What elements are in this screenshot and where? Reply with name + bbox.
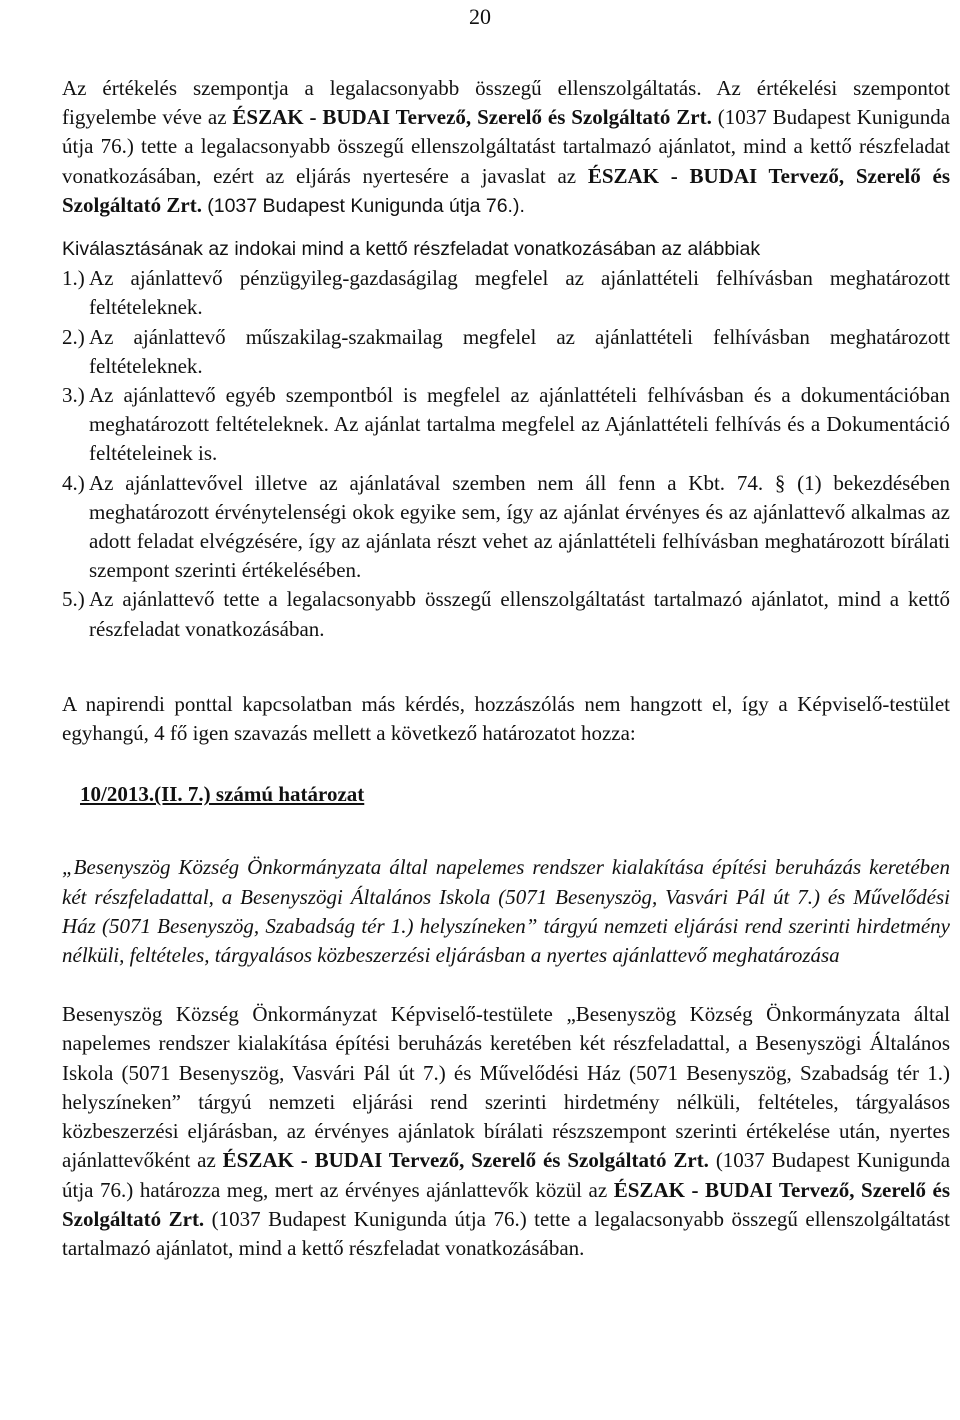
decision-body	[62, 1000, 950, 1263]
reason-number: 2.)	[62, 324, 85, 349]
decision-title: 10/2013.(II. 7.) számú határozat	[80, 782, 365, 807]
reasons-heading: Kiválasztásának az indokai mind a kettő részfeladat vonatkozásában az alábbiak	[62, 238, 761, 261]
evaluation-paragraph	[62, 74, 950, 221]
decision-subject: „Besenyszög Község Önkormányzata által napelemes rendszer kialakítása építési beruházás keretében két részfeladattal, a Besenyszögi Általános Iskola (5071 Besenyszög, Vasvári Pál út 7.) és Művelődési Ház (5071 Besenyszög, Szabadság tér 1.) helyszíneken” tárgyú nemzeti eljárási rend szerinti hirdetmény nélküli, feltételes, tárgyalásos közbeszerzési eljárásban a nyertes ajánlattevő meghatározása	[62, 855, 950, 968]
reason-item	[62, 381, 950, 469]
reasons-section	[62, 235, 950, 644]
winner-company-name: ÉSZAK - BUDAI Tervező, Szerelő és Szolgáltató Zrt.	[232, 105, 712, 130]
reason-number: 1.)	[62, 266, 85, 291]
reason-number: 4.)	[62, 470, 85, 495]
reason-text: Az ajánlattevővel illetve az ajánlatával szemben nem áll fenn a Kbt. 74. § (1) bekezdésében meghatározott érvénytelenségi okok egyike sem, így az ajánlat érvényes és az ajánlattevő alkalmas az adott feladat elvégzésére, így az ajánlata részt vehet az ajánlattételi felhívásban meghatározott bírálati szempont szerinti értékelésében.	[89, 470, 950, 583]
decision-winner-name: ÉSZAK - BUDAI Tervező, Szerelő és Szolgáltató Zrt.	[222, 1148, 709, 1173]
decision-body-text-a: Besenyszög Község Önkormányzat Képviselő-testülete „Besenyszög Község Önkormányzata által napelemes rendszer kialakítása építési beruházás keretében két részfeladattal, a Besenyszögi Általános Iskola (5071 Besenyszög, Vasvári Pál út 7.) és Művelődési Ház (5071 Besenyszög, Szabadság tér 1.) helyszíneken” tárgyú nemzeti eljárási rend szerinti hirdetmény nélküli, feltételes, tárgyalásos közbeszerzési eljárásban, az érvényes ajánlatok bírálati részszempont szerinti értékelése után, nyertes ajánlattevőként az	[62, 1002, 950, 1173]
decision-body-text-b: (1037 Budapest Kunigunda útja 76.) határozza meg, mert az érvényes ajánlattevők közül az	[62, 1148, 951, 1202]
reason-item	[62, 585, 950, 643]
winner-company-name-2: ÉSZAK - BUDAI Tervező, Szerelő és Szolgáltató Zrt.	[62, 163, 950, 217]
spacer	[62, 644, 950, 690]
reason-text: Az ajánlattevő tette a legalacsonyabb összegű ellenszolgáltatást tartalmazó ajánlatot, mind a kettő részfeladat vonatkozásában.	[89, 587, 950, 641]
reason-text: Az ajánlattevő egyéb szempontból is megfelel az ajánlattételi felhívásban és a dokumentációban meghatározott feltételeknek. Az ajánlat tartalma megfelel az Ajánlattételi felhívás és a Dokumentáció feltételeinek is.	[89, 383, 950, 466]
reason-text: Az ajánlattevő műszakilag-szakmailag megfelel az ajánlattételi felhívásban meghatározott feltételeknek.	[89, 324, 950, 378]
reasons-list	[62, 264, 950, 644]
page-number: 20	[469, 4, 491, 29]
reason-number: 3.)	[62, 383, 85, 408]
reason-item	[62, 469, 950, 586]
decision-winner-name-2: ÉSZAK - BUDAI Tervező, Szerelő és Szolgáltató Zrt.	[62, 1177, 951, 1231]
document-body	[62, 74, 950, 1263]
reason-item	[62, 264, 950, 322]
decision-body-text-c: (1037 Budapest Kunigunda útja 76.) tette a legalacsonyabb összegű ellenszolgáltatást tartalmazó ajánlatot, mind a kettő részfeladat vonatkozásában.	[62, 1206, 950, 1260]
evaluation-text-a: Az értékelés szempontja a legalacsonyabb összegű ellenszolgáltatás. Az értékelési szempontot figyelembe véve az	[62, 76, 950, 130]
evaluation-text-b: (1037 Budapest Kunigunda útja 76.) tette a legalacsonyabb összegű ellenszolgáltatást tartalmazó ajánlatot, mind a kettő részfeladat vonatkozásában, ezért az eljárás nyertesére a javaslat az	[62, 105, 951, 188]
reason-item	[62, 323, 950, 381]
winner-address: (1037 Budapest Kunigunda útja 76.).	[207, 194, 525, 217]
reason-number: 5.)	[62, 587, 85, 612]
reason-text: Az ajánlattevő pénzügyileg-gazdaságilag megfelel az ajánlattételi felhívásban meghatározott feltételeknek.	[89, 266, 950, 320]
vote-paragraph: A napirendi ponttal kapcsolatban más kérdés, hozzászólás nem hangzott el, így a Képviselő-testület egyhangú, 4 fő igen szavazás mellett a következő határozatot hozza:	[62, 691, 950, 746]
